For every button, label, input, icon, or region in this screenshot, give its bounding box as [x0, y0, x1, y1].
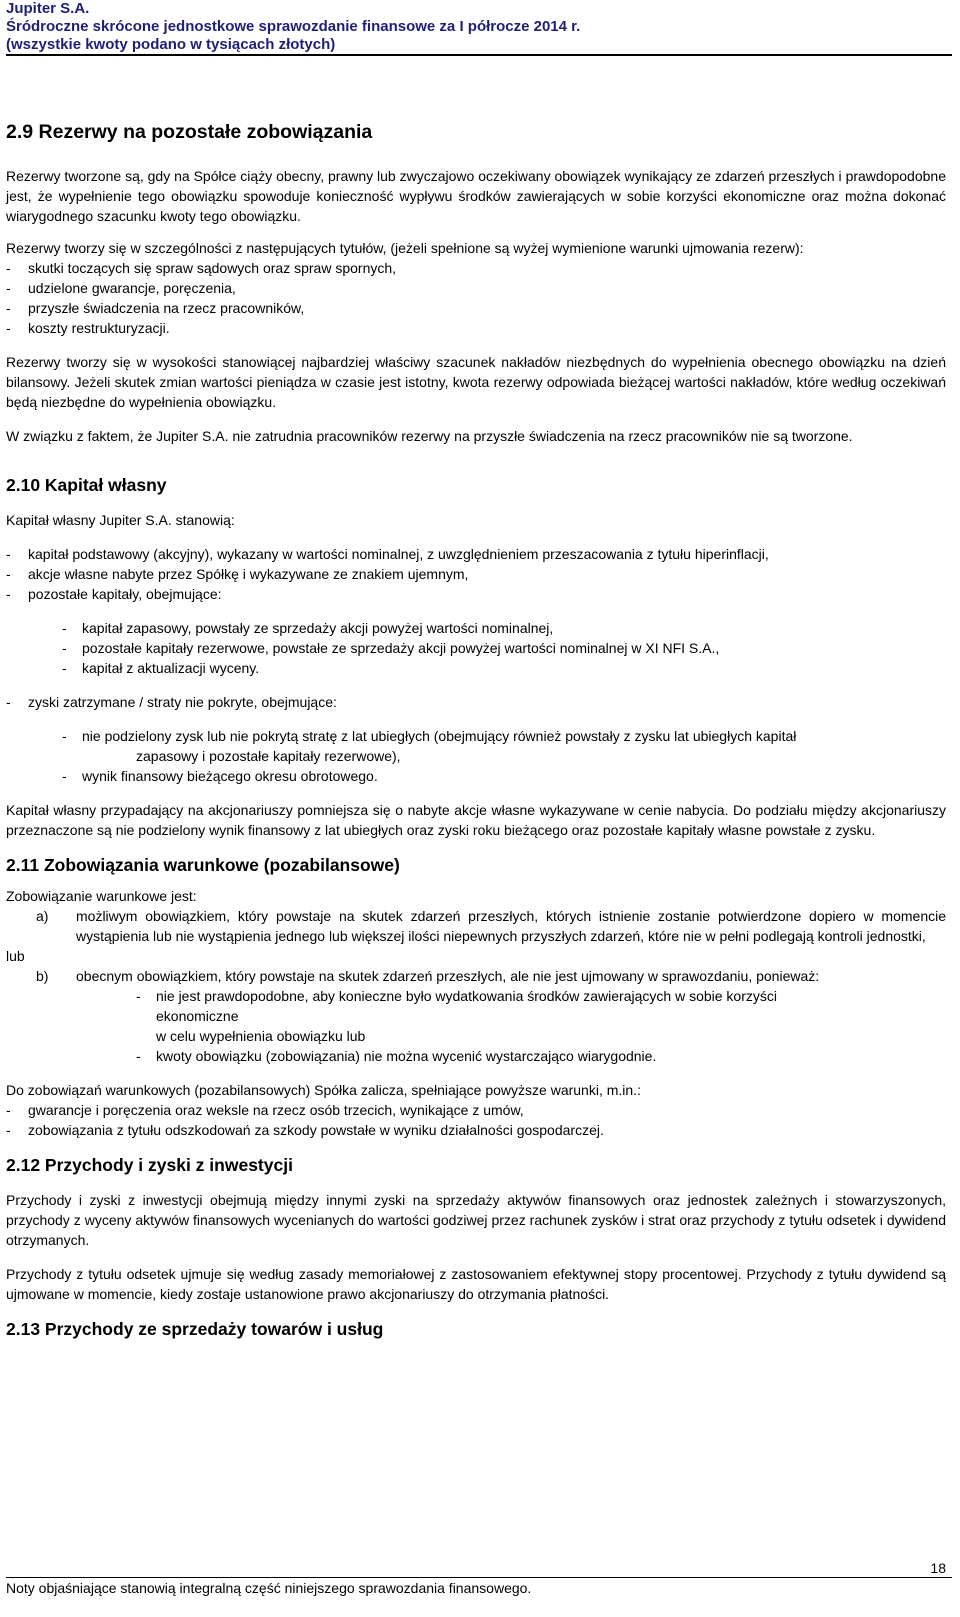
list-item: - udzielone gwarancje, poręczenia,	[6, 280, 236, 296]
paragraph: Rezerwy tworzone są, gdy na Spółce ciąży obecny, prawny lub zwyczajowo oczekiwany obowiązek wynikający ze zdarzeń przeszłych i prawdopodobne jest, że wypełnienie tego obowiązku spowoduje konieczność wypływu środków zawierających w sobie korzyści ekonomiczne oraz można dokonać wiarygodnego szacunku kwoty tego obowiązku.	[6, 168, 946, 224]
section-heading-2-9: 2.9 Rezerwy na pozostałe zobowiązania	[6, 121, 373, 143]
section-heading-2-11: 2.11 Zobowiązania warunkowe (pozabilansowe)	[6, 855, 400, 875]
list-item: - gwarancje i poręczenia oraz weksle na rzecz osób trzecich, wynikające z umów,	[6, 1102, 524, 1118]
section-heading-2-12: 2.12 Przychody i zyski z inwestycji	[6, 1155, 293, 1175]
section-heading-2-10: 2.10 Kapitał własny	[6, 475, 167, 495]
list-item: - kapitał z aktualizacji wyceny.	[62, 660, 260, 676]
list-item: - pozostałe kapitały, obejmujące:	[6, 586, 222, 602]
paragraph: Rezerwy tworzy się w szczególności z następujących tytułów, (jeżeli spełnione są wyżej wymienione warunki ujmowania rezerw):	[6, 240, 804, 256]
company-name: Jupiter S.A.	[6, 0, 90, 17]
section-heading-2-13: 2.13 Przychody ze sprzedaży towarów i usług	[6, 1319, 384, 1339]
paragraph: Zobowiązanie warunkowe jest:	[6, 888, 197, 904]
condition-b-sublist	[136, 986, 946, 1066]
provisions-list	[6, 258, 946, 338]
condition-b: b) obecnym obowiązkiem, który powstaje na skutek zdarzeń przeszłych, ale nie jest ujmowany w sprawozdaniu, ponieważ:	[36, 968, 820, 984]
paragraph: Przychody z tytułu odsetek ujmuje się według zasady memoriałowej z zastosowaniem efektywnej stopy procentowej. Przychody z tytułu dywidend są ujmowane w momencie, kiedy zostaje ustanowione prawo akcjonariuszy do otrzymania płatności.	[6, 1266, 946, 1302]
contingent-list	[6, 1100, 946, 1140]
page-number: 18	[930, 1560, 946, 1576]
footer-note: Noty objaśniające stanowią integralną część niniejszego sprawozdania finansowego.	[6, 1580, 532, 1596]
paragraph: W związku z faktem, że Jupiter S.A. nie zatrudnia pracowników rezerwy na przyszłe świadczenia na rzecz pracowników nie są tworzone.	[6, 428, 853, 444]
retained-earnings-list	[6, 692, 946, 712]
list-item: - przyszłe świadczenia na rzecz pracowników,	[6, 300, 305, 316]
list-item: - kwoty obowiązku (zobowiązania) nie można wycenić wystarczająco wiarygodnie.	[136, 1048, 657, 1064]
condition-a: a) możliwym obowiązkiem, który powstaje na skutek zdarzeń przeszłych, których istnienie zostanie potwierdzone dopiero w momencie wystąpienia lub nie wystąpienia jednego lub większej ilości niepewnych przyszłych zdarzeń, które nie w pełni podlegają kontroli jednostki,	[36, 908, 946, 944]
paragraph: Rezerwy tworzy się w wysokości stanowiącej najbardziej właściwy szacunek nakładów niezbędnych do wypełnienia obecnego obowiązku na dzień bilansowy. Jeżeli skutek zmian wartości pieniądza w czasie jest istotny, kwota rezerwy odpowiada bieżącej wartości nakładów, które według oczekiwań będą niezbędne do wypełnienia obowiązku.	[6, 354, 946, 410]
paragraph: Przychody i zyski z inwestycji obejmują między innymi zyski na sprzedaży aktywów finansowych oraz jednostek zależnych i stowarzyszonych, przychody z wyceny aktywów finansowych wycenianych do wartości godziwej przez rachunek zysków i strat oraz przychody z tytułu odsetek i dywidend otrzymanych.	[6, 1192, 946, 1248]
paragraph: Kapitał własny przypadający na akcjonariuszy pomniejsza się o nabyte akcje własne wykazywane w cenie nabycia. Do podziału między akcjonariuszy przeznaczone są nie podzielony wynik finansowy z lat ubiegłych oraz zyski roku bieżącego oraz pozostałe kapitały własne powstałe z zysku.	[6, 802, 946, 838]
list-item: - skutki toczących się spraw sądowych oraz spraw spornych,	[6, 260, 397, 276]
or-word: lub	[6, 948, 25, 964]
list-item: - wynik finansowy bieżącego okresu obrotowego.	[62, 768, 378, 784]
header-rule	[6, 54, 952, 56]
paragraph: Kapitał własny Jupiter S.A. stanowią:	[6, 512, 235, 528]
list-item: - kapitał podstawowy (akcyjny), wykazany w wartości nominalnej, z uwzględnieniem przeszacowania z tytułu hiperinflacji,	[6, 546, 769, 562]
currency-note: (wszystkie kwoty podano w tysiącach złotych)	[6, 36, 336, 53]
other-capital-sublist	[62, 618, 946, 678]
retained-earnings-sublist	[62, 726, 946, 786]
list-item: - kapitał zapasowy, powstały ze sprzedaży akcji powyżej wartości nominalnej,	[62, 620, 554, 636]
list-item: - koszty restrukturyzacji.	[6, 320, 170, 336]
list-item: - zyski zatrzymane / straty nie pokryte, obejmujące:	[6, 694, 337, 710]
document-body	[6, 120, 946, 1340]
list-item: - zobowiązania z tytułu odszkodowań za szkody powstałe w wyniku działalności gospodarczej.	[6, 1122, 604, 1138]
footer-rule	[6, 1577, 952, 1578]
report-title: Śródroczne skrócone jednostkowe sprawozdanie finansowe za I półrocze 2014 r.	[6, 18, 581, 35]
list-item: - nie jest prawdopodobne, aby konieczne było wydatkowania środków zawierających w sobie korzyści ekonomiczne w celu wypełnienia obowiązku lub	[136, 988, 777, 1044]
list-item: - akcje własne nabyte przez Spółkę i wykazywane ze znakiem ujemnym,	[6, 566, 469, 582]
paragraph: Do zobowiązań warunkowych (pozabilansowych) Spółka zalicza, spełniające powyższe warunki, m.in.:	[6, 1082, 641, 1098]
page-header	[6, 0, 952, 54]
list-item: - pozostałe kapitały rezerwowe, powstałe ze sprzedaży akcji powyżej wartości nominalnej w XI NFI S.A.,	[62, 640, 720, 656]
list-item: - nie podzielony zysk lub nie pokrytą stratę z lat ubiegłych (obejmujący również powstały z zysku lat ubiegłych kapitał zapasowy i pozostałe kapitały rezerwowe),	[62, 728, 797, 764]
equity-list	[6, 544, 946, 604]
